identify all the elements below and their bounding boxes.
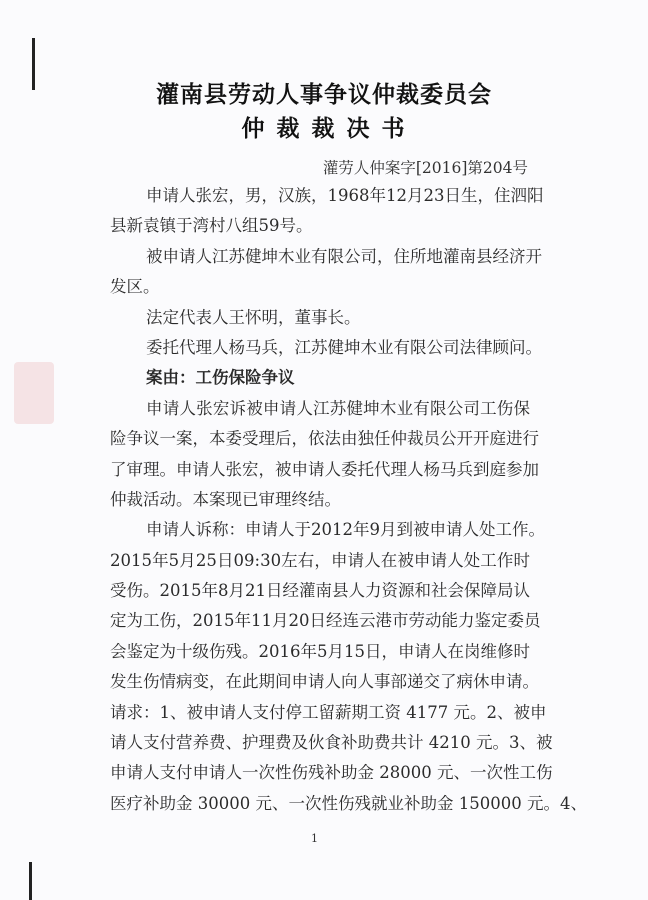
page-number: 1 [311, 832, 318, 845]
text-line: 案由：工伤保险争议 [146, 368, 295, 388]
text-line: 2015年5月25日09:30左右，申请人在被申请人处工作时 [110, 550, 530, 570]
text-line: 请人支付营养费、护理费及伙食补助费共计 4210 元。3、被 [110, 733, 553, 753]
document-body [110, 181, 587, 819]
text-line: 请求：1、被申请人支付停工留薪期工资 4177 元。2、被申 [110, 702, 547, 722]
text-line: 会鉴定为十级伤残。2016年5月15日，申请人在岗维修时 [110, 641, 530, 661]
text-line: 被申请人江苏健坤木业有限公司，住所地灌南县经济开 [146, 246, 542, 266]
text-line: 医疗补助金 30000 元、一次性伤残就业补助金 150000 元。4、 [110, 793, 587, 813]
text-line: 申请人诉称：申请人于2012年9月到被申请人处工作。 [146, 520, 545, 540]
document-subtitle: 仲裁裁决书 [241, 115, 417, 142]
text-line: 受伤。2015年8月21日经灌南县人力资源和社会保障局认 [110, 581, 530, 601]
text-line: 委托代理人杨马兵，江苏健坤木业有限公司法律顾问。 [146, 337, 542, 357]
text-line: 县新袁镇于湾村八组59号。 [110, 216, 313, 236]
document-title: 灌南县劳动人事争议仲裁委员会 [156, 81, 492, 108]
text-line: 发区。 [110, 277, 160, 297]
text-line: 法定代表人王怀明，董事长。 [146, 307, 361, 327]
case-number: 灌劳人仲案字[2016]第204号 [322, 159, 528, 177]
scan-edge-mark-bottom [29, 862, 32, 900]
text-line: 险争议一案，本委受理后，依法由独任仲裁员公开开庭进行 [110, 429, 539, 449]
text-line: 仲裁活动。本案现已审理终结。 [110, 489, 341, 509]
text-line: 申请人张宏，男，汉族，1968年12月23日生，住泗阳 [146, 186, 544, 205]
faint-seal-stamp [14, 362, 54, 424]
text-line: 申请人张宏诉被申请人江苏健坤木业有限公司工伤保 [146, 398, 530, 418]
text-line: 了审理。申请人张宏，被申请人委托代理人杨马兵到庭参加 [110, 459, 539, 479]
text-line: 定为工伤，2015年11月20日经连云港市劳动能力鉴定委员 [110, 611, 541, 631]
text-line: 申请人支付申请人一次性伤残补助金 28000 元、一次性工伤 [110, 763, 553, 783]
text-line: 发生伤情病变，在此期间申请人向人事部递交了病休申请。 [110, 672, 539, 692]
